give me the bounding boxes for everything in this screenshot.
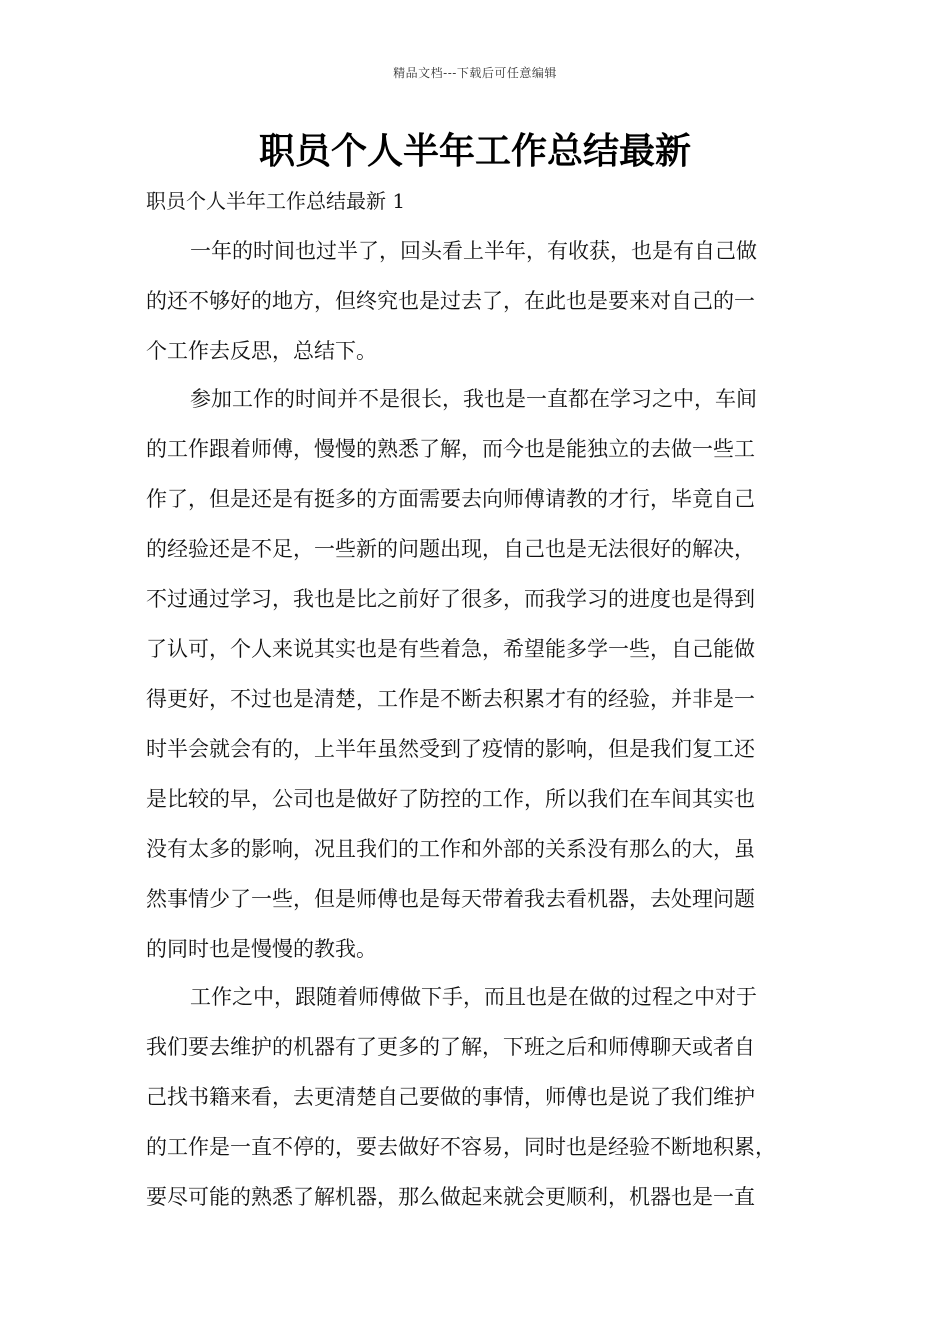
paragraph-line: 不过通过学习，我也是比之前好了很多，而我学习的进度也是得到 (146, 587, 755, 611)
paragraph-2 (146, 374, 826, 974)
paragraph-line: 没有太多的影响，况且我们的工作和外部的关系没有那么的大，虽 (146, 837, 755, 861)
paragraph-line: 的还不够好的地方，但终究也是过去了，在此也是要来对自己的一 (146, 289, 755, 313)
paragraph-line: 时半会就会有的，上半年虽然受到了疫情的影响，但是我们复工还 (146, 737, 755, 761)
paragraph-line: 工作之中，跟随着师傅做下手，而且也是在做的过程之中对于 (190, 985, 757, 1009)
paragraph-line: 的经验还是不足，一些新的问题出现，自己也是无法很好的解决， (146, 537, 755, 561)
paragraph-line: 的同时也是慢慢的教我。 (146, 937, 377, 961)
document-subtitle: 职员个人半年工作总结最新 1 (146, 189, 406, 213)
paragraph-line: 我们要去维护的机器有了更多的了解，下班之后和师傅聊天或者自 (146, 1035, 755, 1059)
paragraph-1 (146, 226, 826, 376)
paragraph-line: 参加工作的时间并不是很长，我也是一直都在学习之中，车间 (190, 387, 757, 411)
header-note: 精品文档---下载后可任意编辑 (393, 66, 557, 80)
paragraph-line: 作了，但是还是有挺多的方面需要去向师傅请教的才行，毕竟自己 (146, 487, 755, 511)
paragraph-line: 是比较的早，公司也是做好了防控的工作，所以我们在车间其实也 (146, 787, 755, 811)
paragraph-line: 个工作去反思，总结下。 (146, 339, 377, 363)
paragraph-line: 的工作跟着师傅，慢慢的熟悉了解，而今也是能独立的去做一些工 (146, 437, 755, 461)
paragraph-line: 己找书籍来看，去更清楚自己要做的事情，师傅也是说了我们维护 (146, 1085, 755, 1109)
paragraph-line: 得更好，不过也是清楚，工作是不断去积累才有的经验，并非是一 (146, 687, 755, 711)
paragraph-line: 一年的时间也过半了，回头看上半年，有收获，也是有自己做 (190, 239, 757, 263)
document-title: 职员个人半年工作总结最新 (258, 130, 691, 172)
paragraph-3 (146, 972, 826, 1222)
paragraph-line: 了认可，个人来说其实也是有些着急，希望能多学一些，自己能做 (146, 637, 755, 661)
paragraph-line: 的工作是一直不停的，要去做好不容易，同时也是经验不断地积累， (146, 1135, 776, 1159)
paragraph-line: 然事情少了一些，但是师傅也是每天带着我去看机器，去处理问题 (146, 887, 755, 911)
paragraph-line: 要尽可能的熟悉了解机器，那么做起来就会更顺利，机器也是一直 (146, 1185, 755, 1209)
